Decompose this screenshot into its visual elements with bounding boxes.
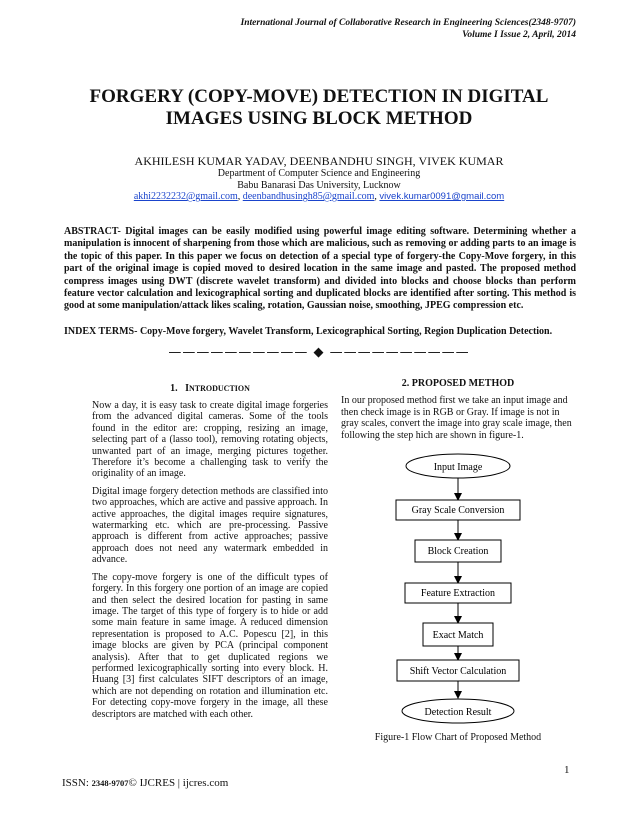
intro-paragraph-3: The copy-move forgery is one of the difficult types of forgery. In this forgery one portion of an image are copied and then select the desired location for pasting in same image. The target of this type of forgery is to hide or add some main feature in same image. A reduced dimension representation is proposed to A.C. Popescu [2], in this image blocks are given by PCA (principal component analysis). After that to get duplicated regions we performed lexicographically sorting into every block. H. Huang [3] first calculates SIFT descriptors of an image, which are not depending on rotation and illumination etc. For detecting copy-move forgery in the image, all these descriptors are matched with each other. bbox=[92, 571, 328, 720]
intro-first-letter: I bbox=[185, 383, 189, 394]
journal-header bbox=[241, 17, 576, 41]
flow-step-exact-match: Exact Match bbox=[432, 630, 484, 641]
issn-number: 2348-9707 bbox=[91, 778, 129, 788]
method-paragraph: In our proposed method first we take an input image and then check image is in RGB or Gray. If image is not in gray scales, convert the image into gray scale image, then following the step hich are shown in figure-1. bbox=[341, 395, 572, 441]
flow-step-shift-vector: Shift Vector Calculation bbox=[409, 666, 507, 677]
flowchart bbox=[341, 448, 575, 733]
flow-step-block-creation: Block Creation bbox=[427, 546, 489, 557]
email-separator: , bbox=[374, 191, 380, 202]
page-number: 1 bbox=[564, 764, 570, 776]
department: Department of Computer Science and Engineering bbox=[217, 168, 421, 179]
title-line-2: IMAGES USING BLOCK METHOD bbox=[165, 108, 473, 129]
affiliation bbox=[60, 168, 578, 191]
method-heading: 2. PROPOSED METHOD bbox=[401, 378, 515, 389]
flow-step-gray-scale: Gray Scale Conversion bbox=[411, 505, 505, 516]
journal-issue: Volume I Issue 2, April, 2014 bbox=[462, 30, 576, 40]
right-column bbox=[341, 378, 575, 441]
issn-label: ISSN: bbox=[62, 777, 92, 789]
intro-heading-rest: NTRODUCTION bbox=[189, 384, 250, 393]
intro-paragraph-1: Now a day, it is easy task to create digital image forgeries from the advanced digital cameras. Some of the tools found in the editor are: cropping, resizing an image, selecting part of a (lasso tool), removing rotating objects, unwanted part of an image, merging pictures together. Therefore it’s become a challenging task to verify the originality of an image. bbox=[92, 400, 328, 480]
university: Babu Banarasi Das University, Lucknow bbox=[237, 179, 401, 191]
left-column bbox=[92, 383, 328, 726]
author-list: AKHILESH KUMAR YADAV, DEENBANDHU SINGH, VIVEK KUMAR bbox=[134, 154, 504, 168]
flow-step-feature-extraction: Feature Extraction bbox=[420, 588, 496, 599]
footer-copyright: © IJCRES | ijcres.com bbox=[128, 777, 229, 789]
paper-title bbox=[60, 86, 578, 130]
figure-caption: Figure-1 Flow Chart of Proposed Method bbox=[374, 732, 542, 743]
section-divider: —————————— ◆ —————————— bbox=[168, 345, 470, 360]
email-link-3[interactable]: vivek.kumar0091@gmail.com bbox=[379, 191, 505, 202]
journal-name: International Journal of Collaborative Research in Engineering Sciences(2348-9707) bbox=[240, 18, 576, 28]
title-line-1: FORGERY (COPY-MOVE) DETECTION IN DIGITAL bbox=[89, 86, 549, 107]
intro-number: 1. bbox=[170, 383, 178, 394]
flow-step-detection-result: Detection Result bbox=[424, 707, 492, 718]
page-footer bbox=[62, 777, 228, 790]
intro-heading bbox=[92, 383, 328, 395]
email-link-1[interactable]: akhi2232232@gmail.com bbox=[133, 191, 238, 202]
flowchart-svg bbox=[341, 448, 575, 733]
intro-paragraph-2: Digital image forgery detection methods are classified into two approaches, which are active and passive approach. In active approaches, the digital images require signatures, watermarking etc. which are pre-processing. Passive approach is different from active approaches; passive approach does not need any watermark embedded in advance. bbox=[92, 485, 328, 566]
index-terms: INDEX TERMS- Copy-Move forgery, Wavelet Transform, Lexicographical Sorting, Region Duplication Detection. bbox=[64, 326, 553, 337]
flow-step-input-image: Input Image bbox=[433, 462, 483, 473]
email-separator: , bbox=[237, 191, 243, 202]
email-link-2[interactable]: deenbandhusingh85@gmail.com bbox=[242, 191, 375, 202]
abstract: ABSTRACT- Digital images can be easily modified using powerful image editing software. Determining whether a manipulation is innocent of sharpening from those which are malicious, such as removing or adding parts to an image is the topic of this paper. In this paper we focus on detection of a special type of forgery-the Copy-Move forgery, in this part of the original image is copied moved to desired location in the same image and pasted. The proposed method compress images using DWT (discrete wavelet transform) and divided into blocks and choose blocks than perform feature vector calculation and lexicographical sorting and duplicated blocks are identified after sorting. This method is good at some manipulation/attack likes scaling, rotation, Gaussian noise, smoothing, JPEG compression etc. bbox=[64, 226, 576, 312]
author-emails bbox=[60, 191, 578, 203]
